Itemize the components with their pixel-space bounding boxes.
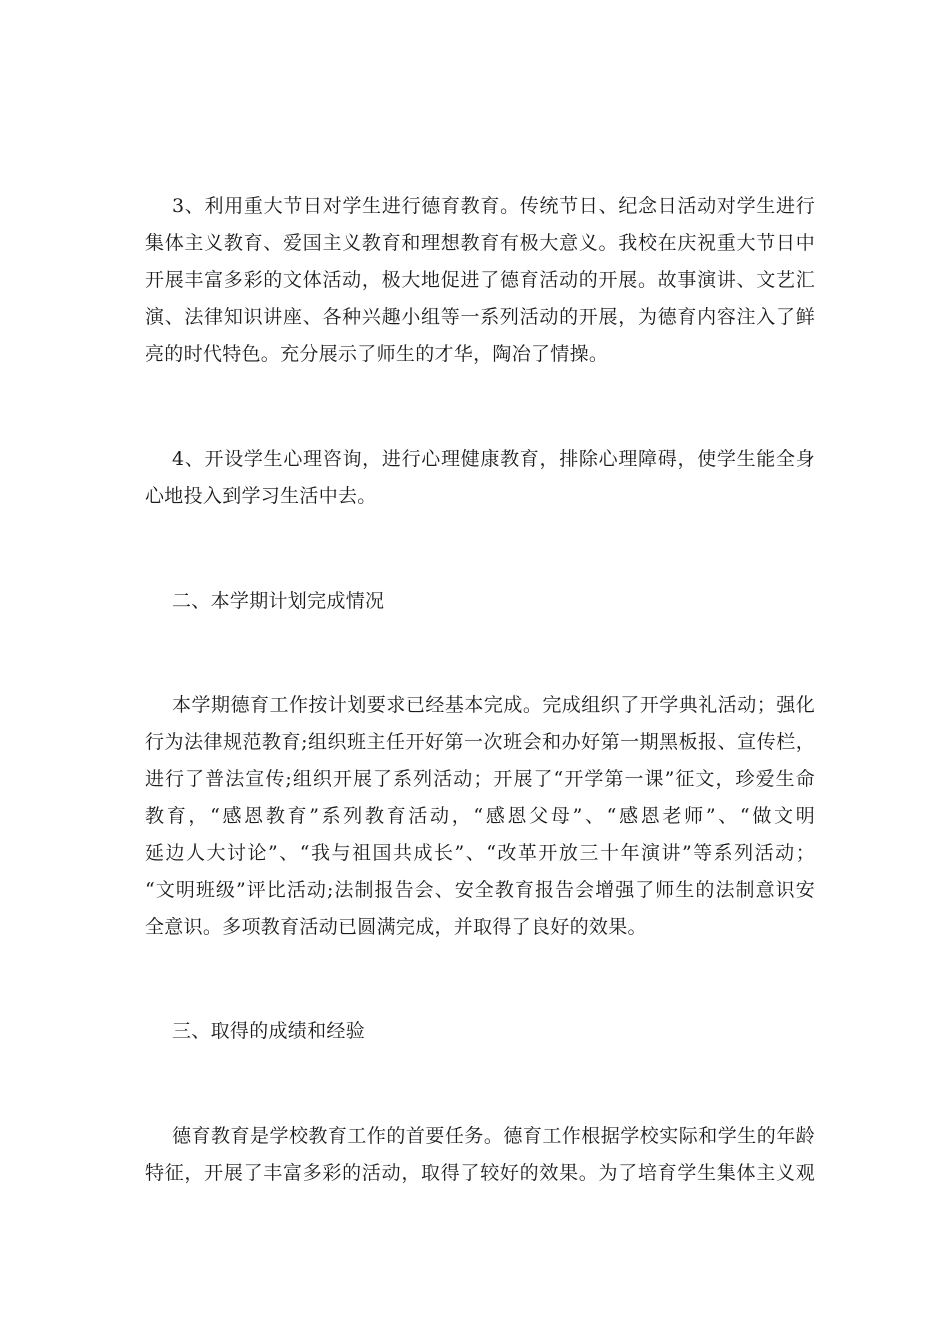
paragraph-line: 3、利用重大节日对学生进行德育教育。传统节日、纪念日活动对学生进行 [172,195,815,217]
paragraph-line: 延边人大讨论”、“我与祖国共成长”、“改革开放三十年演讲”等系列活动； [145,842,815,864]
paragraph-line: 亮的时代特色。充分展示了师生的才华，陶冶了情操。 [145,343,609,365]
paragraph-line: 特征，开展了丰富多彩的活动，取得了较好的效果。为了培育学生集体主义观 [145,1162,815,1184]
paragraph-line: 德育教育是学校教育工作的首要任务。德育工作根据学校实际和学生的年龄 [172,1125,815,1147]
paragraph-line: 开展丰富多彩的文体活动，极大地促进了德育活动的开展。故事演讲、文艺汇 [145,269,815,291]
paragraph-line: 心地投入到学习生活中去。 [145,485,377,507]
paragraph-line: 集体主义教育、爱国主义教育和理想教育有极大意义。我校在庆祝重大节日中 [145,232,815,254]
section-heading: 二、本学期计划完成情况 [172,590,385,612]
paragraph-line: 全意识。多项教育活动已圆满完成，并取得了良好的效果。 [145,916,647,938]
paragraph-line: 4、开设学生心理咨询，进行心理健康教育，排除心理障碍，使学生能全身 [172,448,815,470]
paragraph-line: 教育，“感恩教育”系列教育活动，“感恩父母”、“感恩老师”、“做文明 [145,805,815,827]
section-heading: 三、取得的成绩和经验 [172,1020,366,1042]
paragraph-line: “文明班级”评比活动;法制报告会、安全教育报告会增强了师生的法制意识安 [145,879,815,901]
paragraph-line: 行为法律规范教育;组织班主任开好第一次班会和办好第一期黑板报、宣传栏， [145,731,815,753]
paragraph-line: 进行了普法宣传;组织开展了系列活动；开展了“开学第一课”征文，珍爱生命 [145,768,815,790]
paragraph-line: 本学期德育工作按计划要求已经基本完成。完成组织了开学典礼活动；强化 [172,694,815,716]
paragraph-line: 演、法律知识讲座、各种兴趣小组等一系列活动的开展，为德育内容注入了鲜 [145,306,815,328]
